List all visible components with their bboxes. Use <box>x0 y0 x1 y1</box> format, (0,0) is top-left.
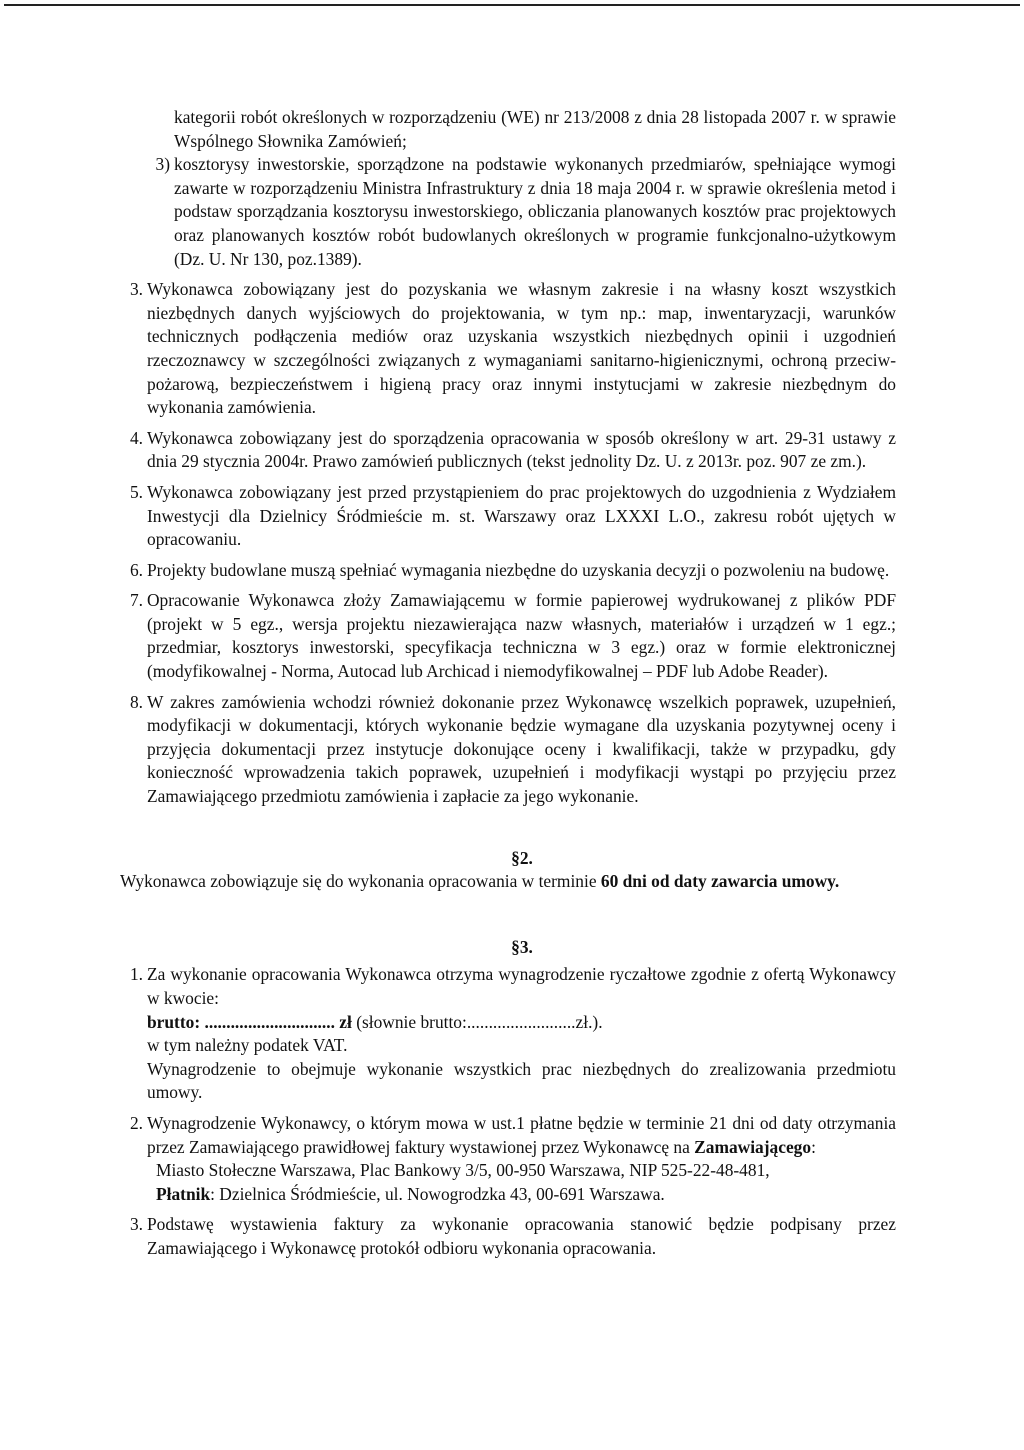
list-item-number: 7. <box>129 590 143 611</box>
brutto-words: (słownie brutto:.........................zł.). <box>356 1011 603 1032</box>
list-item-text: Opracowanie Wykonawca złoży Zamawiającemu w formie papierowej wydrukowanej z plików PDF (projekt w 5 egz., wersja projektu niezawierająca nazw własnych, materiałów i urządzeń w 1 egz.; przedmiar, kosztorys inwestorski, specyfikacja techniczna w 3 egz.) oraz w formie elektronicznej (modyfikowalnej - Norma, Autocad lub Archicad i niemodyfikowalnej – PDF lub Adobe Reader). <box>147 590 896 682</box>
payer-text: : Dzielnica Śródmieście, ul. Nowogrodzka 43, 00-691 Warszawa. <box>210 1183 665 1204</box>
payment-item-3 <box>129 1213 896 1260</box>
page-top-border <box>4 4 1020 6</box>
list-item-text: W zakres zamówienia wchodzi również dokonanie przez Wykonawcę wszelkich poprawek, uzupełnień, modyfikacji w dokumentacji, których wykonanie będzie wymagane dla uzyskania pozytywnej oceny i przyjęcia dokumentacji przez instytucje dokonujące oceny i kwalifikacji, także w przypadku, gdy konieczność wprowadzenia takich poprawek, uzupełnień i modyfikacji wystąpi po przyjęciu przez Zamawiającego przedmiotu zamówienia i zapłacie za jego wykonanie. <box>147 691 896 807</box>
list-item-text: Projekty budowlane muszą spełniać wymagania niezbędne do uzyskania decyzji o pozwoleniu na budowę. <box>147 559 890 580</box>
list-item-7 <box>129 589 896 683</box>
vat-line: w tym należny podatek VAT. <box>147 1035 348 1056</box>
list-item-text: Wykonawca zobowiązany jest przed przystąpieniem do prac projektowych do uzgodnienia z Wydziałem Inwestycji dla Dzielnicy Śródmieście m. st. Warszawy oraz LXXXI L.O., zakresu robót ujętych w opracowaniu. <box>147 481 896 550</box>
document-page <box>0 106 1024 1261</box>
payment-text: Za wykonanie opracowania Wykonawca otrzyma wynagrodzenie ryczałtowe zgodnie z ofertą Wykonawcy w kwocie: <box>147 964 896 1008</box>
brutto-dots: .............................. <box>204 1011 335 1032</box>
list-item-text: Wykonawca zobowiązany jest do sporządzenia opracowania w sposób określony w art. 29-31 ustawy z dnia 29 stycznia 2004r. Prawo zamówień publicznych (tekst jednolity Dz. U. z 2013r. poz. 907 ze zm.). <box>147 427 896 472</box>
subitem-3 <box>155 153 896 271</box>
list-item-6 <box>129 559 896 583</box>
colon: : <box>811 1136 816 1157</box>
payment-item-1 <box>129 963 896 1105</box>
subitem-number: 3) <box>155 154 170 175</box>
payer-line <box>147 1183 896 1207</box>
payer-label: Płatnik <box>156 1183 211 1204</box>
list-item-4 <box>129 427 896 474</box>
section-2-text: Wykonawca zobowiązuje się do wykonania opracowania w terminie <box>120 871 601 892</box>
list-item-text: Wykonawca zobowiązany jest do pozyskania we własnym zakresie i na własny koszt wszystkich niezbędnych danych wyjściowych do projektowania, w tym np.: map, inwentaryzacji, warunków technicznych podłączenia mediów oraz uzyskania wszystkich niezbędnych opinii i uzgodnień rzeczoznawcy w szczególności związanych z wymaganiami sanitarno-higienicznymi, ochroną przeciw-pożarową, bezpieczeństwem i higieną pracy oraz innymi instytucjami w zakresie niezbędnym do wykonania zamówienia. <box>147 279 896 418</box>
section-heading-2: §2. <box>511 847 533 868</box>
continuation-text: kategorii robót określonych w rozporządzeniu (WE) nr 213/2008 z dnia 28 listopada 2007 r. w sprawie Wspólnego Słownika Zamówień; <box>174 107 896 151</box>
brutto-unit: zł <box>339 1011 352 1032</box>
list-item-number: 4. <box>129 427 143 448</box>
section-2-paragraph <box>120 870 896 894</box>
list-item-number: 1. <box>129 964 143 985</box>
payment-item-2 <box>129 1112 896 1206</box>
invoice-basis-text: Podstawę wystawienia faktury za wykonanie opracowania stanowić będzie podpisany przez Zamawiającego i Wykonawcę protokół odbioru wykonania opracowania. <box>147 1214 896 1258</box>
zamawiajacy-label: Zamawiającego <box>694 1136 812 1157</box>
covers-line: Wynagrodzenie to obejmuje wykonanie wszystkich prac niezbędnych do zrealizowania przedmiotu umowy. <box>147 1058 896 1103</box>
section-2-deadline: 60 dni od daty zawarcia umowy. <box>600 871 840 892</box>
list-item-number: 3. <box>129 1214 143 1235</box>
list-item-number: 2. <box>129 1112 143 1133</box>
list-item-number: 6. <box>129 559 143 580</box>
list-item-number: 3. <box>129 279 143 300</box>
list-item-8 <box>129 691 896 809</box>
continuation-paragraph <box>174 106 896 153</box>
list-item-3 <box>129 278 896 420</box>
section-heading-3: §3. <box>511 936 533 957</box>
brutto-label: brutto: <box>147 1011 201 1032</box>
list-item-5 <box>129 481 896 552</box>
brutto-line <box>147 1011 896 1035</box>
subitem-text: kosztorysy inwestorskie, sporządzone na podstawie wykonanych przedmiarów, spełniające wymogi zawarte w rozporządzeniu Ministra Infrastruktury z dnia 18 maja 2004 r. w sprawie określenia metod i podstaw sporządzania kosztorysu inwestorskiego, obliczania planowanych kosztów prac projektowych oraz planowanych kosztów robót budowlanych określonych w programie funkcjonalno-użytkowym (Dz. U. Nr 130, poz.1389). <box>174 154 896 269</box>
list-item-number: 8. <box>129 691 143 712</box>
payment-terms-text: Wynagrodzenie Wykonawcy, o którym mowa w ust.1 płatne będzie w terminie 21 dni od daty otrzymania przez Zamawiającego prawidłowej faktury wystawionej przez Wykonawcę na <box>147 1112 896 1157</box>
buyer-line: Miasto Stołeczne Warszawa, Plac Bankowy 3/5, 00-950 Warszawa, NIP 525-22-48-481, <box>156 1160 770 1181</box>
list-item-number: 5. <box>129 481 143 502</box>
